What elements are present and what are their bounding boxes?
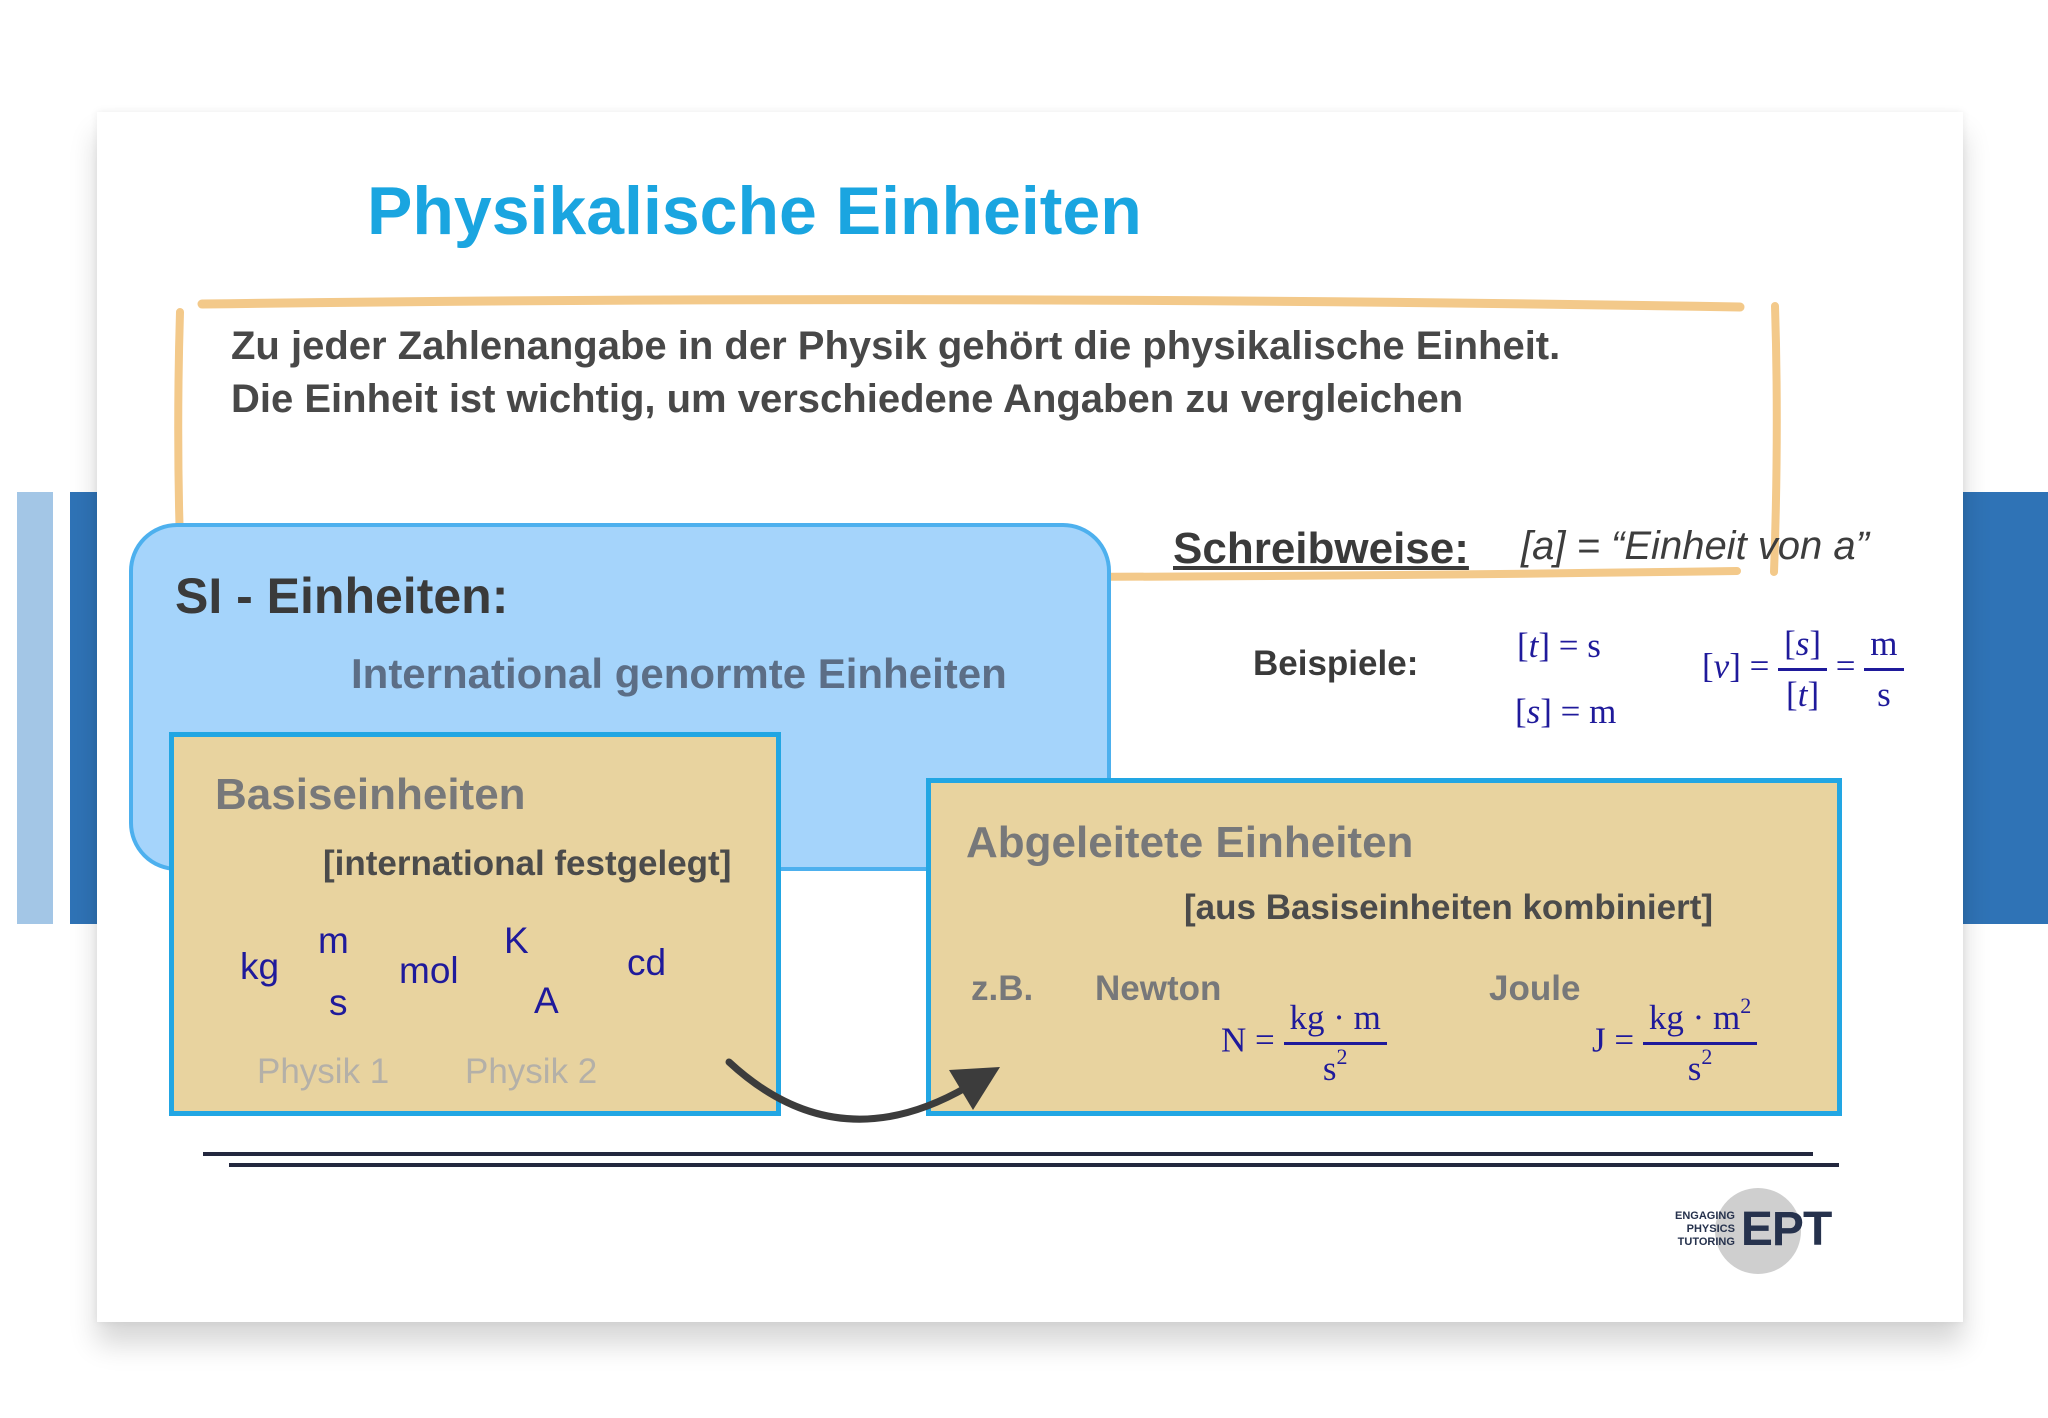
intro-line-1: Zu jeder Zahlenangabe in der Physik gehört die physikalische Einheit. xyxy=(231,324,1561,368)
logo-line-3: TUTORING xyxy=(1677,1236,1735,1248)
ex1-open: [ xyxy=(1517,626,1529,665)
joule-denominator xyxy=(1643,1045,1757,1093)
physik-2-label: Physik 2 xyxy=(465,1052,598,1091)
joule-lhs: J = xyxy=(1592,1020,1635,1060)
unit-m: m xyxy=(318,920,349,961)
ex3-den-close: ] xyxy=(1807,675,1820,714)
ex3-denominator xyxy=(1778,671,1827,719)
slide xyxy=(97,112,1963,1322)
ex3-num-close: ] xyxy=(1809,624,1822,663)
ex1-close: ] = s xyxy=(1538,626,1601,665)
ex3-num-open: [ xyxy=(1784,624,1796,663)
physik-1-label: Physik 1 xyxy=(257,1052,390,1091)
joule-formula xyxy=(1592,994,1757,1093)
schreibweise-definition: [a] = “Einheit von a” xyxy=(1521,524,1869,568)
ex3-fraction-2 xyxy=(1864,620,1903,719)
ex3-numerator xyxy=(1778,620,1827,671)
joule-den-base: s xyxy=(1687,1049,1702,1088)
beispiele-label: Beispiele: xyxy=(1253,644,1419,683)
unit-K: K xyxy=(504,920,529,961)
intro-line-2: Die Einheit ist wichtig, um verschiedene Angaben zu vergleichen xyxy=(231,377,1464,421)
si-heading: SI - Einheiten: xyxy=(175,568,509,624)
newton-fraction xyxy=(1284,994,1387,1093)
zb-label: z.B. xyxy=(971,969,1034,1008)
bottom-rule-2 xyxy=(229,1163,1839,1167)
newton-den-base: s xyxy=(1322,1049,1337,1088)
abgeleitete-heading: Abgeleitete Einheiten xyxy=(966,818,1414,867)
newton-label: Newton xyxy=(1095,969,1222,1008)
newton-numerator: kg · m xyxy=(1284,994,1387,1045)
example-s xyxy=(1515,692,1616,732)
unit-mol: mol xyxy=(399,950,459,991)
ex3-den-var: t xyxy=(1797,675,1808,714)
ex3-equals: = xyxy=(1835,646,1856,686)
ex3-den-open: [ xyxy=(1786,675,1798,714)
slide-title: Physikalische Einheiten xyxy=(367,173,1142,249)
ex3-open: [ xyxy=(1702,646,1714,686)
newton-formula xyxy=(1221,994,1387,1093)
ex3-fraction-1 xyxy=(1778,620,1827,719)
bottom-rule-1 xyxy=(203,1152,1813,1156)
ex2-var: s xyxy=(1526,692,1541,731)
joule-num-base: kg · m xyxy=(1648,998,1741,1037)
unit-A: A xyxy=(534,980,559,1021)
joule-fraction xyxy=(1643,994,1757,1093)
logo-mark: EPT xyxy=(1740,1203,1832,1256)
joule-num-exp: 2 xyxy=(1740,993,1752,1018)
example-v xyxy=(1702,620,1904,719)
side-bar-light-left xyxy=(17,492,53,924)
newton-den-exp: 2 xyxy=(1336,1044,1348,1069)
joule-numerator xyxy=(1643,994,1757,1045)
ex3-numerator-2: m xyxy=(1864,620,1903,671)
ex3-denominator-2: s xyxy=(1877,675,1891,714)
newton-lhs: N = xyxy=(1221,1020,1275,1060)
ex3-close: ] = xyxy=(1729,646,1770,686)
intro-text xyxy=(231,320,1560,426)
ex1-var: t xyxy=(1528,626,1539,665)
unit-cd: cd xyxy=(627,942,667,983)
joule-label: Joule xyxy=(1489,969,1581,1008)
ex2-open: [ xyxy=(1515,692,1527,731)
curved-arrow-icon xyxy=(717,1032,1017,1152)
basis-subheading: [international festgelegt] xyxy=(323,844,732,883)
logo-tagline xyxy=(1675,1210,1735,1249)
unit-kg: kg xyxy=(240,946,280,987)
logo-line-1: ENGAGING xyxy=(1675,1210,1735,1222)
basis-heading: Basiseinheiten xyxy=(215,770,526,819)
si-subheading: International genormte Einheiten xyxy=(351,650,1007,697)
unit-s: s xyxy=(329,982,348,1023)
example-t xyxy=(1517,626,1601,666)
ept-logo xyxy=(1675,1202,1831,1257)
abgeleitete-subheading: [aus Basiseinheiten kombiniert] xyxy=(1184,888,1714,927)
schreibweise-label: Schreibweise: xyxy=(1173,524,1469,573)
newton-denominator xyxy=(1284,1045,1387,1093)
ex3-var: v xyxy=(1713,646,1730,686)
ex2-close: ] = m xyxy=(1540,692,1617,731)
joule-den-exp: 2 xyxy=(1701,1044,1713,1069)
logo-line-2: PHYSICS xyxy=(1686,1223,1735,1235)
ex3-num-var: s xyxy=(1795,624,1810,663)
